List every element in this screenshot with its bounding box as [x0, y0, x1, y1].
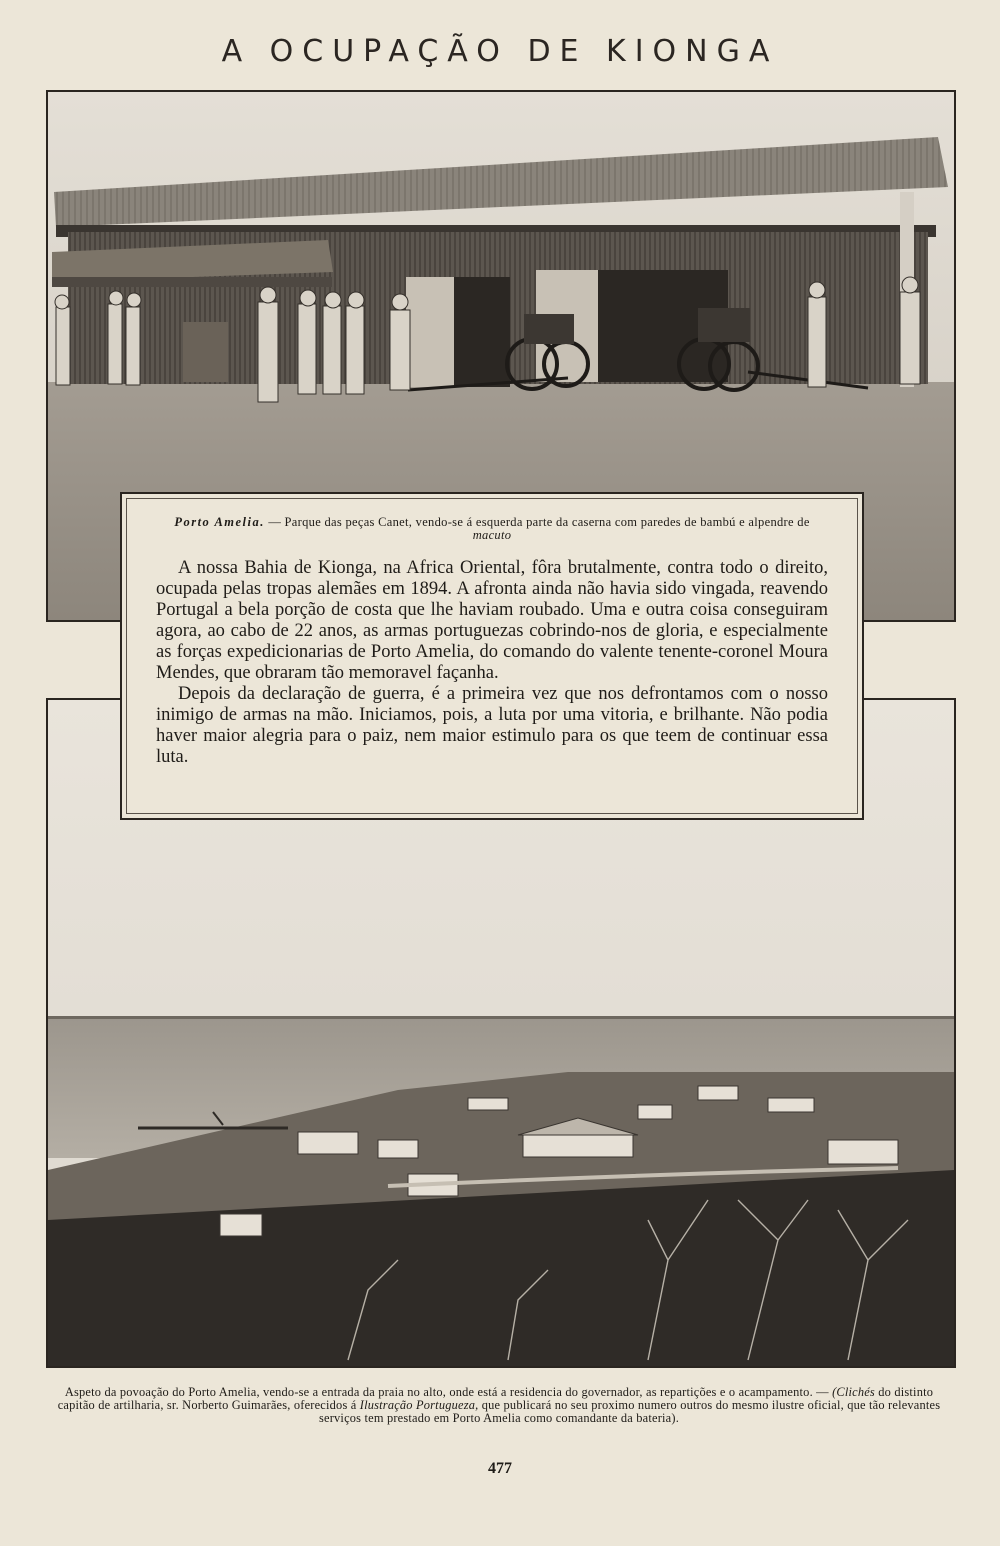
caption-italic-1: (Clichés: [832, 1385, 875, 1399]
caption-text-3: que publicará no seu proximo numero outros do mesmo ilustre oficial, que tão relevantes serviços tem prestado em Porto Amelia como comandante da bateria).: [318, 1398, 941, 1425]
caption-text: — Parque das peças Canet, vendo-se á esquerda parte da caserna com paredes de bambú e alpendre de: [264, 515, 810, 529]
page-number: 477: [488, 1460, 512, 1477]
bottom-photo-caption: [46, 1386, 952, 1425]
caption-place: Porto Amelia.: [174, 515, 265, 529]
page-title: A OCUPAÇÃO DE KIONGA: [221, 34, 779, 69]
caption-italic-word: macuto: [472, 528, 512, 542]
article-paragraph-1: A nossa Bahia de Kionga, na Africa Oriental, fôra brutalmente, contra todo o direito, ocupada pelas tropas alemães em 1894. A afronta ainda não havia sido vingada, reavendo Portugal a bela porção de costa que lhe haviam roubado. Uma e outra coisa conseguiram agora, ao cabo de 22 anos, as armas portuguezas cobrindo-nos de gloria, e especialmente as forças expedicionarias de Porto Amelia, do comando do valente tenente-coronel Moura Mendes, que obraram tão memoravel façanha.: [156, 558, 828, 683]
caption-text-2: do distinto capitão de artilharia, sr. Norberto Guimarães, oferecidos á: [57, 1385, 934, 1412]
top-photo-caption: [156, 516, 828, 542]
caption-text-1: Aspeto da povoação do Porto Amelia, vendo-se a entrada da praia no alto, onde está a residencia do governador, as repartições e o acampamento. —: [64, 1385, 833, 1399]
article-box: [120, 492, 864, 820]
caption-italic-2: Ilustração Portugueza,: [359, 1398, 479, 1412]
article-paragraph-2: Depois da declaração de guerra, é a primeira vez que nos defrontamos com o nosso inimigo de armas na mão. Iniciamos, pois, a luta por uma vitoria, e brilhante. Não podia haver maior alegria para o paiz, nem maior estimulo para os que teem de continuar essa luta.: [156, 684, 828, 767]
article-body: [156, 558, 828, 768]
